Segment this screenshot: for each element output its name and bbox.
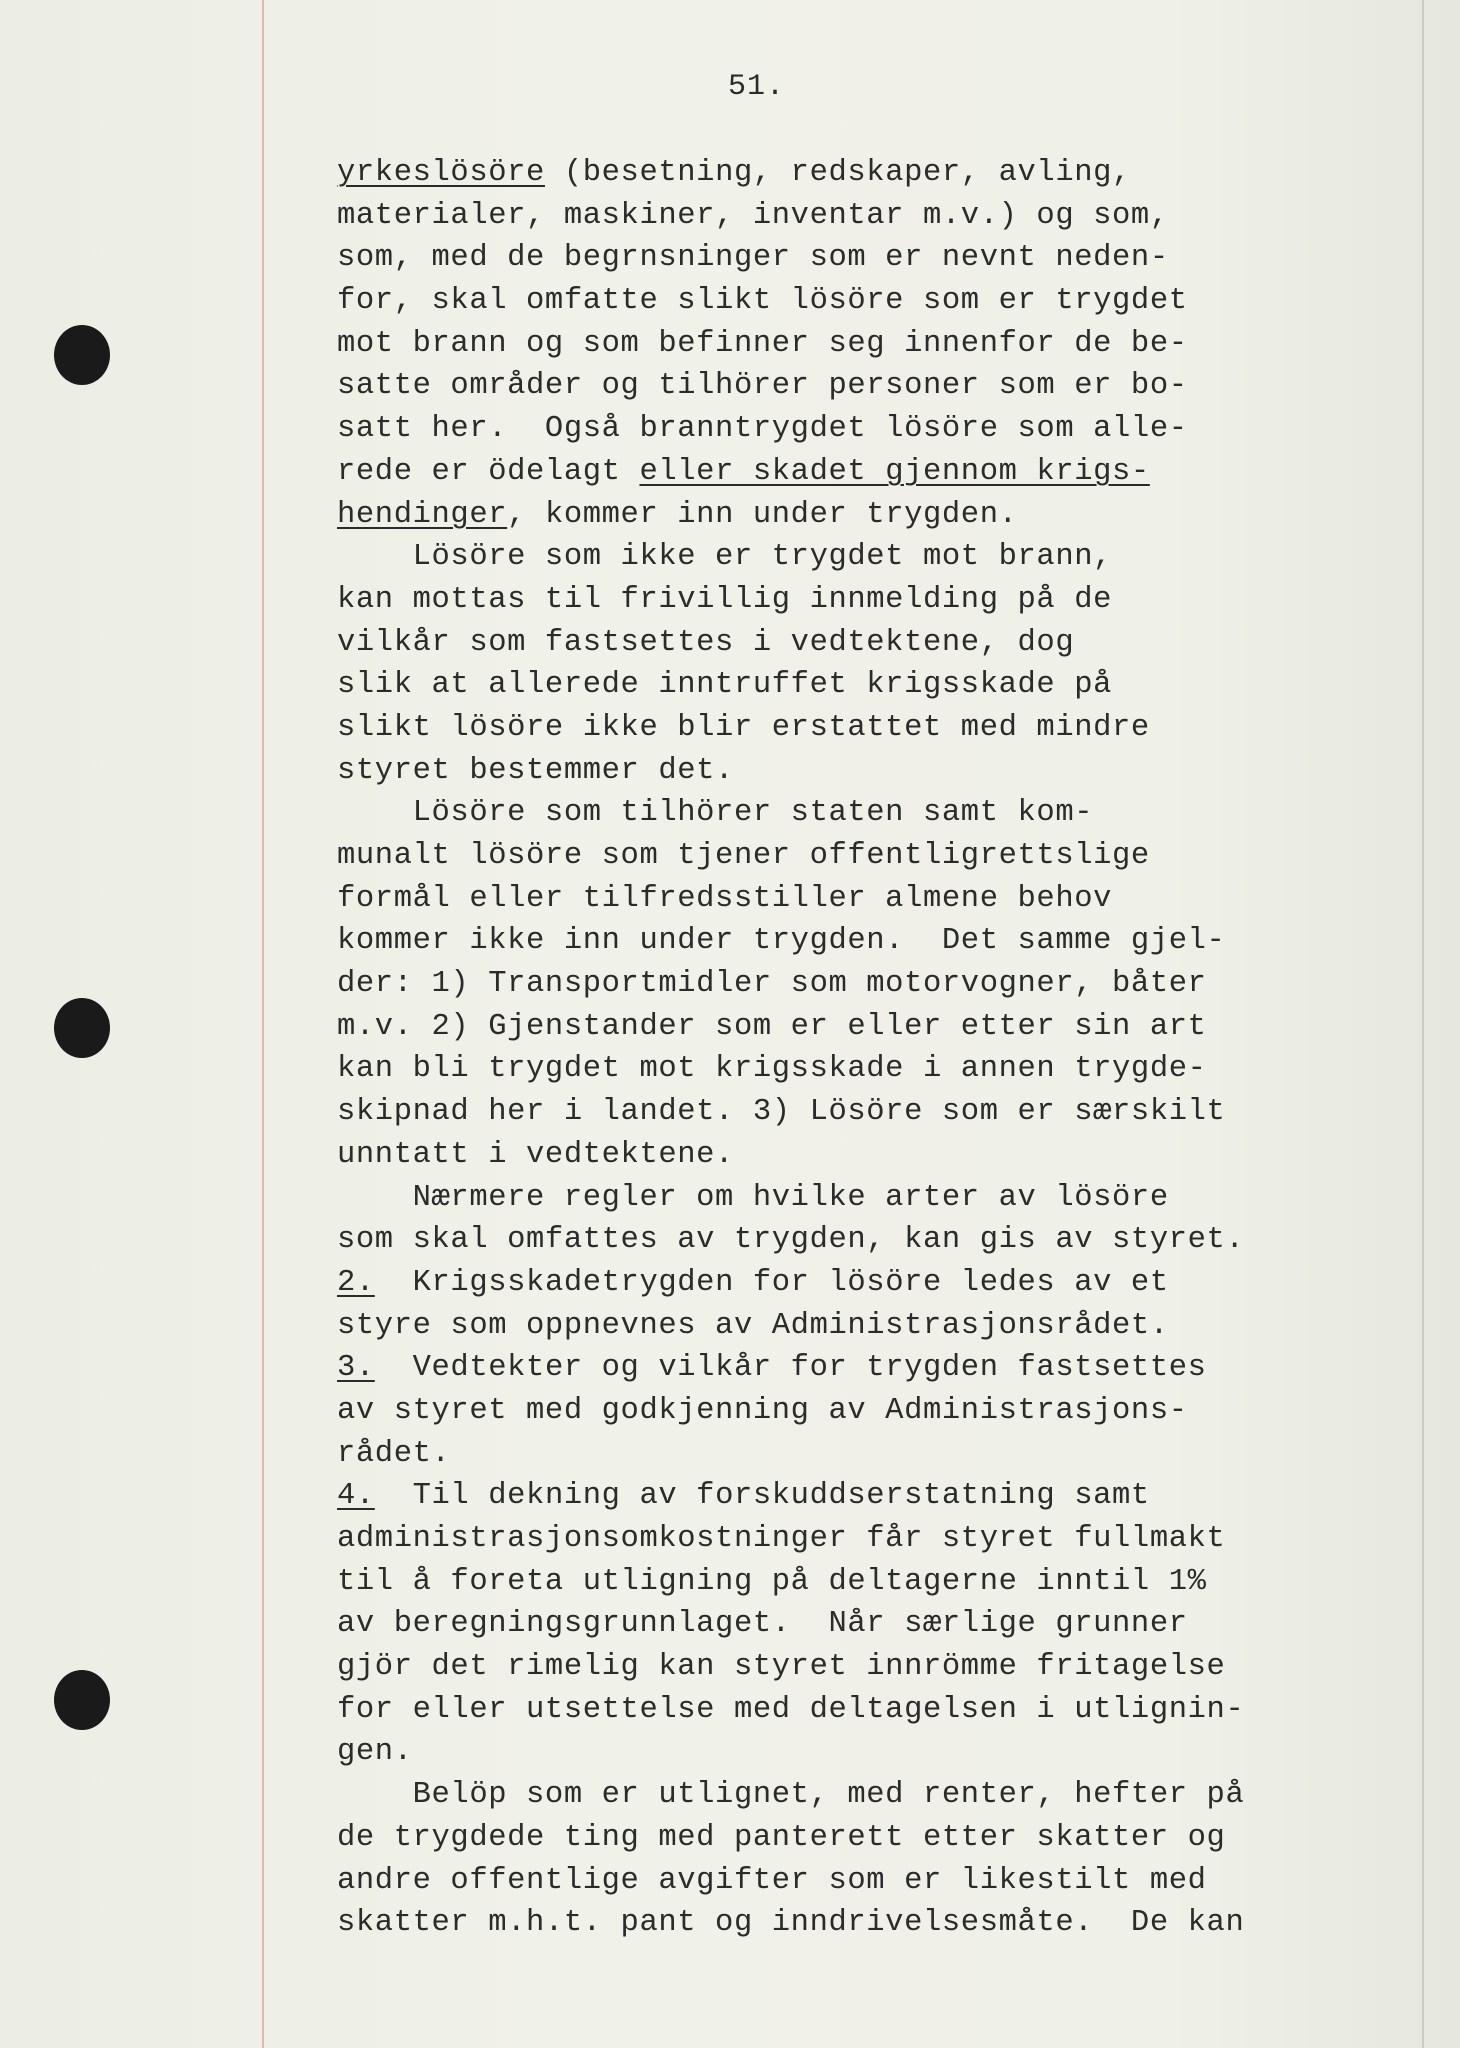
text-line	[337, 750, 1397, 793]
text-line	[337, 1902, 1397, 1945]
text-segment: Til dekning av forskuddserstatning samt	[374, 1479, 1150, 1514]
body-text	[337, 152, 1397, 1945]
underlined-text: 4.	[337, 1479, 375, 1514]
underlined-text: hendinger	[337, 497, 508, 532]
text-line	[337, 1219, 1397, 1262]
text-segment: munalt lösöre som tjener offentligrettslige	[337, 839, 1150, 873]
text-segment: Krigsskadetrygden for lösöre ledes av et	[374, 1265, 1169, 1300]
text-segment: skatter m.h.t. pant og inndrivelsesmåte. De kan	[337, 1906, 1245, 1941]
text-segment: kommer ikke inn under trygden. Det samme gjel-	[337, 924, 1226, 959]
text-segment: formål eller tilfredsstiller almene behov	[337, 881, 1113, 916]
page-number: 51.	[728, 70, 786, 104]
text-line	[337, 323, 1397, 366]
text-line	[337, 664, 1397, 707]
text-segment: gjör det rimelig kan styret innrömme fritagelse	[337, 1650, 1226, 1685]
text-line	[337, 1433, 1397, 1476]
text-line	[337, 1860, 1397, 1903]
text-line	[337, 1006, 1397, 1049]
text-segment: , kommer inn under trygden.	[507, 497, 1018, 532]
text-line	[337, 1817, 1397, 1860]
text-segment: satt her. Også branntrygdet lösöre som alle-	[337, 412, 1188, 447]
text-segment: mot brann og som befinner seg innenfor de be-	[337, 326, 1188, 361]
text-line	[337, 1518, 1397, 1561]
text-segment: vilkår som fastsettes i vedtektene, dog	[337, 625, 1075, 660]
text-line	[337, 1305, 1397, 1348]
text-segment: rede er ödelagt	[337, 454, 640, 489]
text-segment: for eller utsettelse med deltagelsen i utlignin-	[337, 1692, 1245, 1727]
text-line	[337, 1646, 1397, 1689]
text-segment: unntatt i vedtektene.	[337, 1137, 734, 1172]
text-line	[337, 707, 1397, 750]
page-edge	[1422, 0, 1424, 2048]
text-line	[337, 1731, 1397, 1774]
text-segment: styret bestemmer det.	[337, 753, 734, 788]
text-segment: (besetning, redskaper, avling,	[544, 156, 1131, 190]
text-line	[337, 1177, 1397, 1220]
text-segment: skipnad her i landet. 3) Lösöre som er særskilt	[337, 1095, 1226, 1130]
text-line	[337, 835, 1397, 878]
text-line	[337, 152, 1397, 195]
text-line	[337, 494, 1397, 537]
text-line	[337, 1048, 1397, 1091]
text-line	[337, 792, 1397, 835]
underlined-text: eller skadet gjennom krigs-	[639, 454, 1150, 489]
text-line	[337, 1561, 1397, 1604]
text-segment: Lösöre som tilhörer staten samt kom-	[337, 796, 1094, 831]
text-segment: andre offentlige avgifter som er likestilt med	[337, 1863, 1207, 1898]
text-line	[337, 1262, 1397, 1305]
text-segment: Nærmere regler om hvilke arter av lösöre	[337, 1180, 1169, 1215]
text-line	[337, 536, 1397, 579]
text-segment: slik at allerede inntruffet krigsskade på	[337, 668, 1113, 703]
text-segment: for, skal omfatte slikt lösöre som er trygdet	[337, 284, 1188, 319]
underlined-text: yrkeslösöre	[337, 156, 545, 190]
text-segment: materialer, maskiner, inventar m.v.) og som,	[337, 198, 1169, 233]
text-segment: til å foreta utligning på deltagerne inntil 1%	[337, 1564, 1207, 1599]
text-segment: satte områder og tilhörer personer som er bo-	[337, 369, 1188, 404]
text-segment: av beregningsgrunnlaget. Når særlige grunner	[337, 1607, 1188, 1642]
text-segment: kan mottas til frivillig innmelding på de	[337, 582, 1113, 617]
text-line	[337, 1390, 1397, 1433]
punch-hole	[54, 325, 110, 385]
text-segment: administrasjonsomkostninger får styret fullmakt	[337, 1522, 1226, 1556]
text-line	[337, 195, 1397, 238]
text-segment: der: 1) Transportmidler som motorvogner, båter	[337, 967, 1207, 1002]
underlined-text: 2.	[337, 1265, 375, 1300]
text-segment: kan bli trygdet mot krigsskade i annen trygde-	[337, 1052, 1207, 1087]
text-line	[337, 1475, 1397, 1518]
text-line	[337, 579, 1397, 622]
punch-hole	[54, 1670, 110, 1730]
text-segment: som skal omfattes av trygden, kan gis av styret.	[337, 1223, 1245, 1258]
text-line	[337, 963, 1397, 1006]
text-segment: styre som oppnevnes av Administrasjonsrådet.	[337, 1308, 1169, 1343]
text-segment: Belöp som er utlignet, med renter, hefter på	[337, 1778, 1245, 1813]
text-line	[337, 1091, 1397, 1134]
text-segment: Lösöre som ikke er trygdet mot brann,	[337, 540, 1113, 575]
text-line	[337, 365, 1397, 408]
text-line	[337, 451, 1397, 494]
text-segment: Vedtekter og vilkår for trygden fastsettes	[374, 1351, 1207, 1386]
text-segment: som, med de begrnsninger som er nevnt neden-	[337, 241, 1169, 276]
text-line	[337, 1603, 1397, 1646]
text-segment: de trygdede ting med panterett etter skatter og	[337, 1820, 1226, 1855]
text-line	[337, 1774, 1397, 1817]
text-line	[337, 280, 1397, 323]
text-line	[337, 1347, 1397, 1390]
text-line	[337, 237, 1397, 280]
text-segment: m.v. 2) Gjenstander som er eller etter sin art	[337, 1009, 1207, 1044]
margin-line	[262, 0, 264, 2048]
text-segment: gen.	[337, 1735, 413, 1770]
text-line	[337, 622, 1397, 665]
text-segment: slikt lösöre ikke blir erstattet med mindre	[337, 710, 1150, 745]
punch-hole	[54, 998, 110, 1058]
text-line	[337, 1689, 1397, 1732]
underlined-text: 3.	[337, 1351, 375, 1386]
text-line	[337, 920, 1397, 963]
text-segment: av styret med godkjenning av Administrasjons-	[337, 1393, 1188, 1428]
text-line	[337, 408, 1397, 451]
text-line	[337, 878, 1397, 921]
text-segment: rådet.	[337, 1436, 451, 1471]
text-line	[337, 1134, 1397, 1177]
